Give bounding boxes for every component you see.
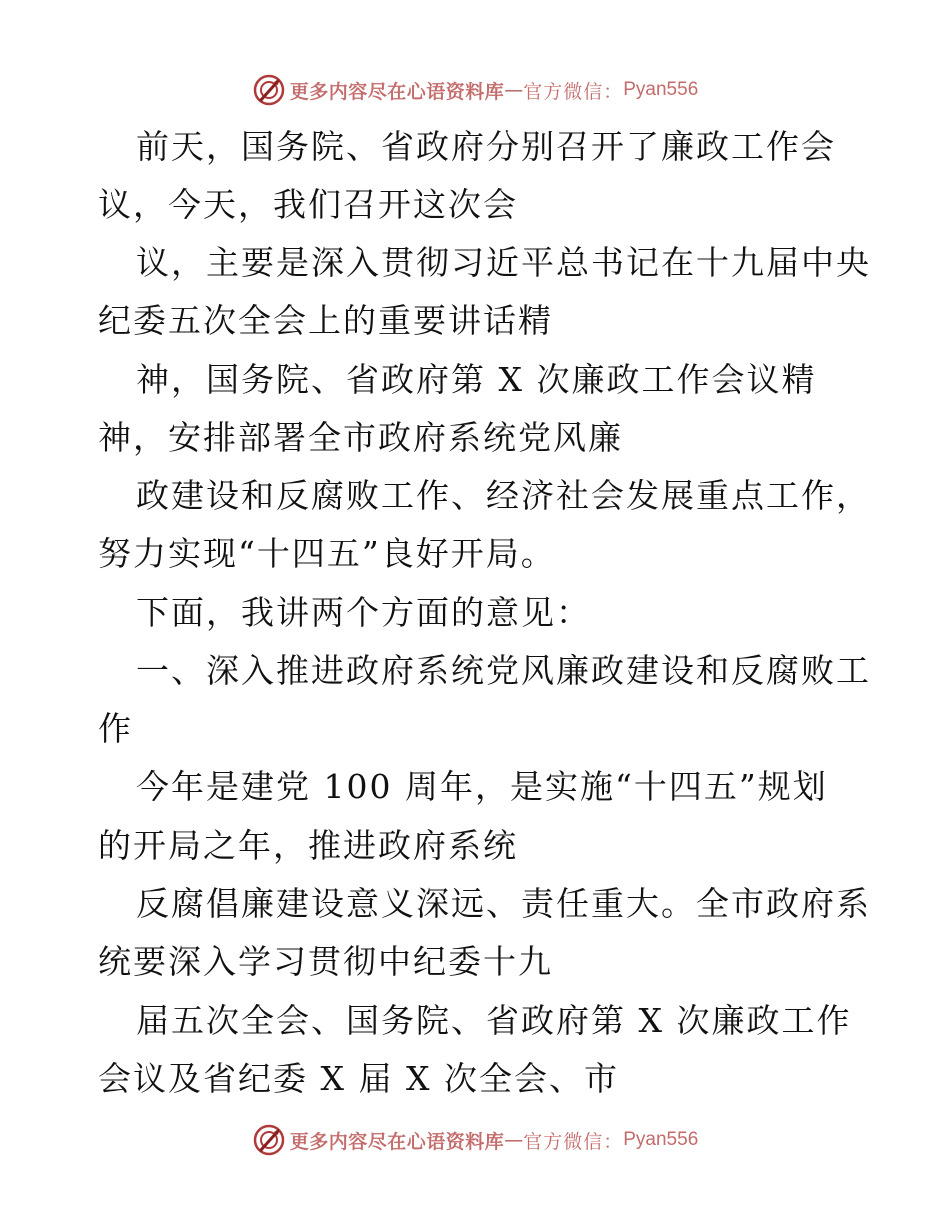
- brand-logo-icon: [252, 1123, 286, 1157]
- banner-wechat-id: Pyan556: [623, 1129, 699, 1150]
- text-line: 前天，国务院、省政府分别召开了廉政工作会: [136, 127, 836, 166]
- text-line: 政建设和反腐败工作、经济社会发展重点工作，: [136, 476, 871, 515]
- text-line: 今年是建党 100 周年，是实施“十四五”规划: [136, 767, 828, 806]
- text-line: 下面，我讲两个方面的意见：: [136, 593, 591, 632]
- brand-logo-icon: [252, 73, 286, 107]
- header-watermark-banner: [0, 70, 950, 110]
- banner-dash: —: [504, 1129, 524, 1151]
- text-line: 议，今天，我们召开这次会: [98, 185, 518, 224]
- section-heading-line: 作: [98, 709, 133, 748]
- footer-watermark-banner: [0, 1120, 950, 1160]
- text-line: 届五次全会、国务院、省政府第 X 次廉政工作: [136, 1001, 852, 1040]
- banner-lead-text: 更多内容尽在心语资料库: [289, 80, 505, 103]
- banner-dash: —: [504, 79, 524, 101]
- section-heading-line: 一、深入推进政府系统党风廉政建设和反腐败工: [136, 651, 871, 690]
- text-line: 反腐倡廉建设意义深远、责任重大。全市政府系: [136, 884, 871, 923]
- banner-lead-text: 更多内容尽在心语资料库: [289, 1130, 505, 1153]
- text-line: 努力实现“十四五”良好开局。: [98, 534, 556, 573]
- text-line: 的开局之年，推进政府系统: [98, 826, 518, 865]
- text-line: 议，主要是深入贯彻习近平总书记在十九届中央: [136, 243, 871, 282]
- banner-contact-label: 官方微信：: [523, 80, 624, 103]
- text-line: 神，国务院、省政府第 X 次廉政工作会议精: [136, 360, 817, 399]
- text-line: 统要深入学习贯彻中纪委十九: [98, 942, 553, 981]
- text-line: 会议及省纪委 X 届 X 次全会、市: [98, 1059, 619, 1098]
- text-line: 纪委五次全会上的重要讲话精: [98, 301, 553, 340]
- banner-contact-label: 官方微信：: [523, 1130, 624, 1153]
- banner-wechat-id: Pyan556: [623, 79, 699, 100]
- text-line: 神，安排部署全市政府系统党风廉: [98, 418, 623, 457]
